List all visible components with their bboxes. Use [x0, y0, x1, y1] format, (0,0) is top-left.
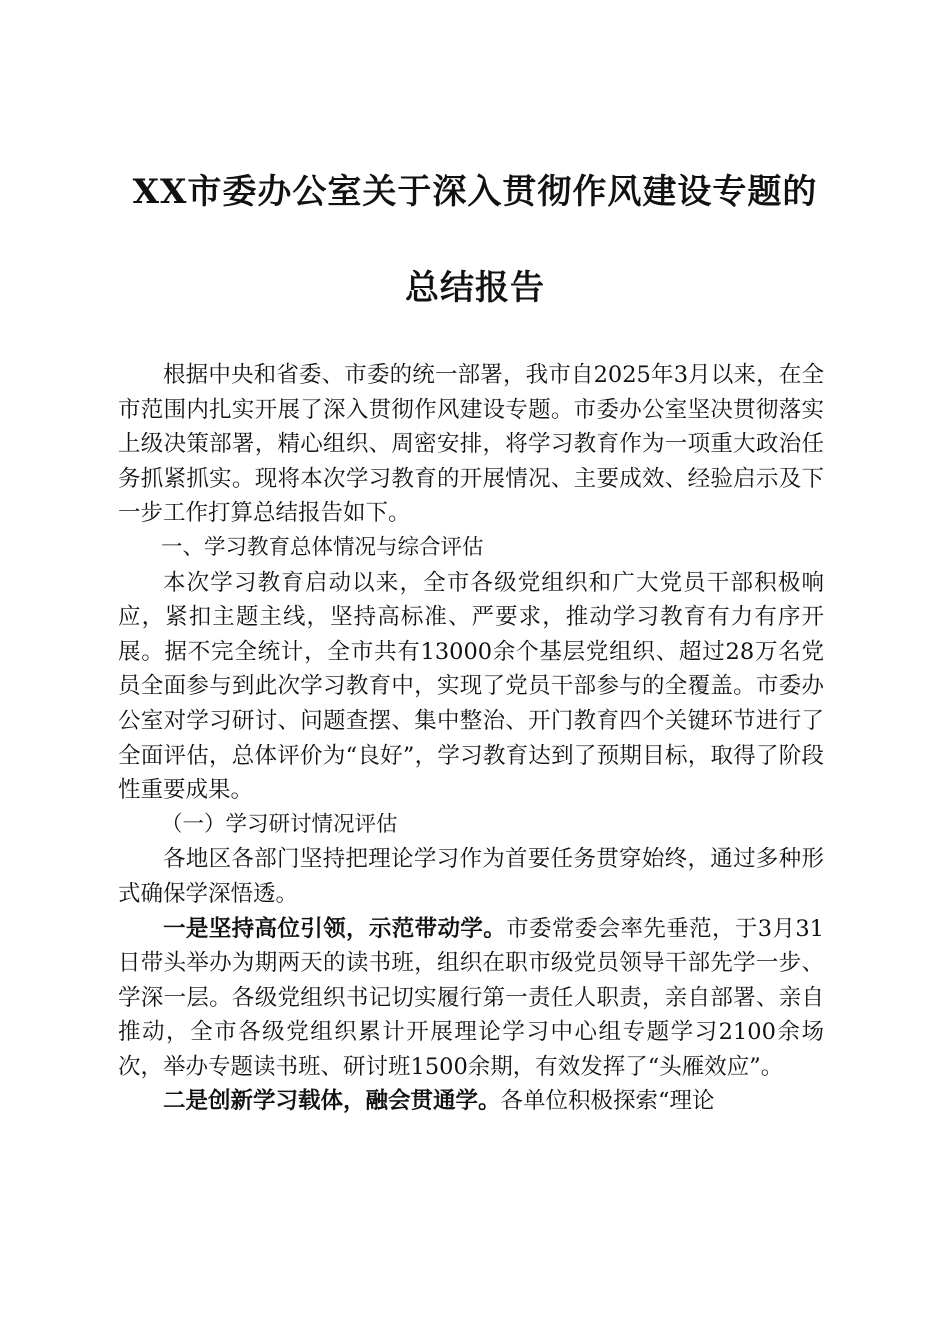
document-body: [118, 358, 824, 1119]
subsection-1-paragraph: 各地区各部门坚持把理论学习作为首要任务贯穿始终，通过多种形式确保学深悟透。: [118, 846, 824, 907]
point-1-paragraph: [118, 912, 824, 1085]
document-title-line-1: XX市委办公室关于深入贯彻作风建设专题的: [132, 172, 818, 212]
section-1-paragraph: 本次学习教育启动以来，全市各级党组织和广大党员干部积极响应，紧扣主题主线，坚持高标准、严要求，推动学习教育有力有序开展。据不完全统计，全市共有13000余个基层党组织、超过28万名党员全面参与到此次学习教育中，实现了党员干部参与的全覆盖。市委办公室对学习研讨、问题查摆、集中整治、开门教育四个关键环节进行了全面评估，总体评价为“良好”，学习教育达到了预期目标，取得了阶段性重要成果。: [118, 569, 824, 804]
intro-paragraph: 根据中央和省委、市委的统一部署，我市自2025年3月以来，在全市范围内扎实开展了深入贯彻作风建设专题。市委办公室坚决贯彻落实上级决策部署，精心组织、周密安排，将学习教育作为一项重大政治任务抓紧抓实。现将本次学习教育的开展情况、主要成效、经验启示及下一步工作打算总结报告如下。: [118, 362, 824, 527]
section-heading-1: 一、学习教育总体情况与综合评估: [161, 534, 484, 560]
point-2-paragraph: [118, 1084, 824, 1119]
document-title-line-2: 总结报告: [405, 268, 545, 308]
subsection-heading-1: （一）学习研讨情况评估: [161, 811, 398, 837]
point-2-lead: 二是创新学习载体，融会贯通学。: [163, 1088, 501, 1115]
point-1-body: 市委常委会率先垂范，于3月31日带头举办为期两天的读书班，组织在职市级党员领导干部先学一步、学深一层。各级党组织书记切实履行第一责任人职责，亲自部署、亲自推动，全市各级党组织累计开展理论学习中心组专题学习2100余场次，举办专题读书班、研讨班1500余期，有效发挥了“头雁效应”。: [118, 915, 824, 1080]
point-2-body: 各单位积极探索“理论: [500, 1088, 715, 1115]
point-1-lead: 一是坚持高位引领，示范带动学。: [163, 915, 507, 942]
